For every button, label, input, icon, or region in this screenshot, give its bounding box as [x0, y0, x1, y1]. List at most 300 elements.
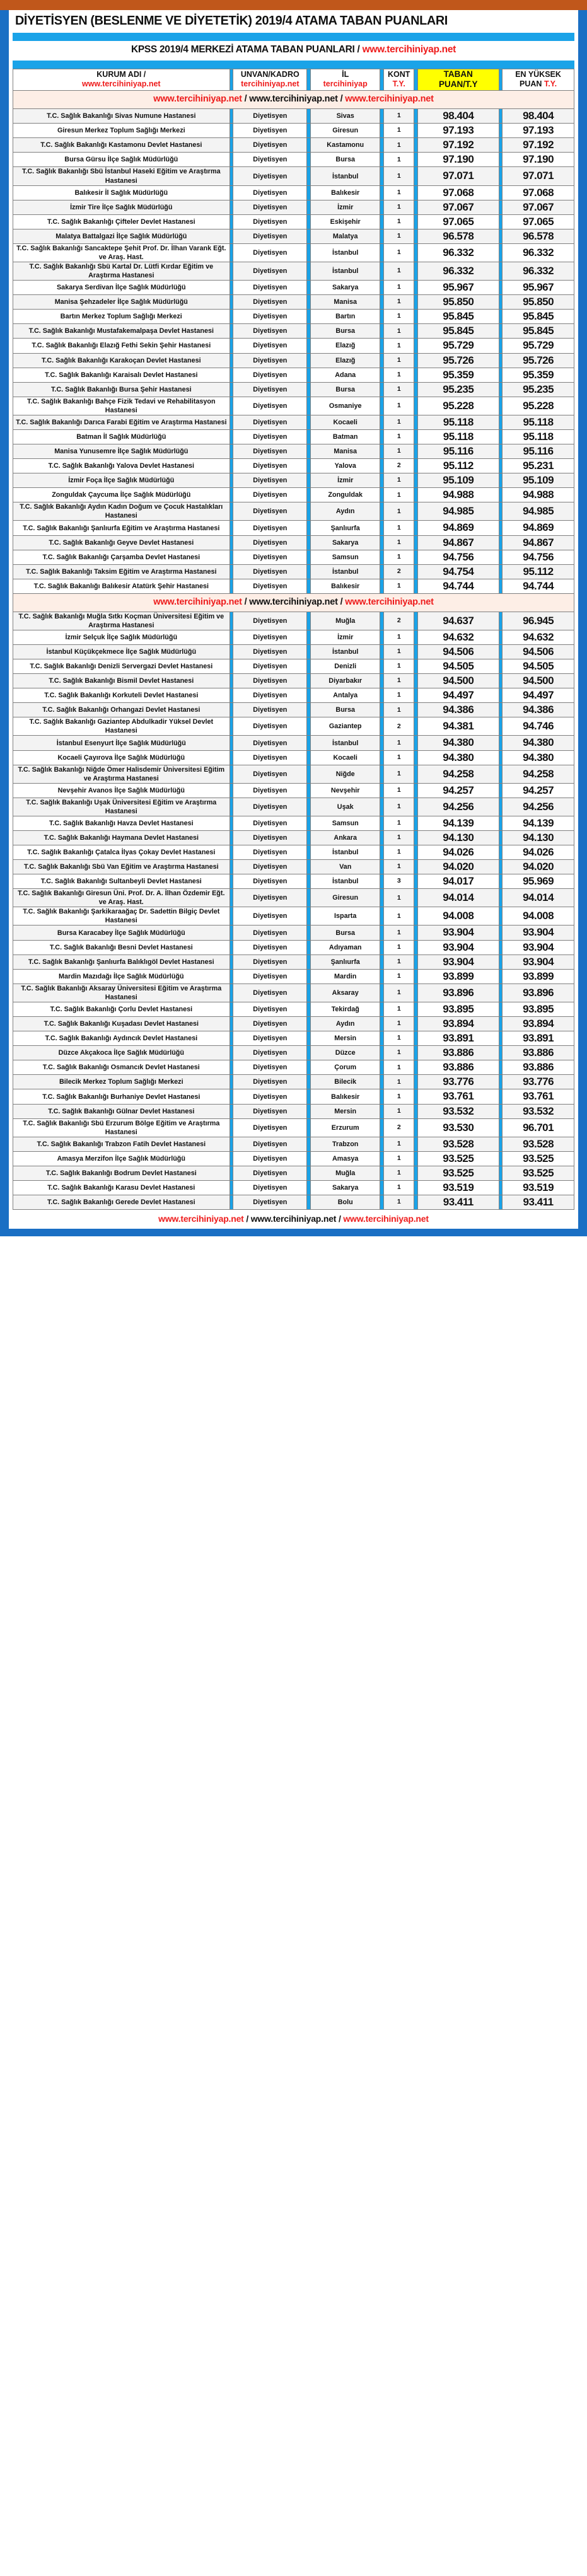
cell-taban-puan: 94.256	[418, 798, 499, 816]
cell-unvan-kadro: Diyetisyen	[233, 444, 307, 459]
table-row	[13, 1181, 574, 1195]
table-row	[13, 783, 574, 798]
cell-kontenjan: 1	[384, 644, 414, 659]
cell-il: Kocaeli	[311, 415, 380, 429]
cell-kurum-adi: T.C. Sağlık Bakanlığı Sancaktepe Şehit Prof. Dr. İlhan Varank Eğt. ve Araş. Hast.	[13, 243, 230, 262]
cell-kontenjan: 1	[384, 368, 414, 382]
table-row	[13, 750, 574, 765]
title-band	[13, 10, 574, 30]
cell-il: Şanlıurfa	[311, 521, 380, 535]
cell-unvan-kadro: Diyetisyen	[233, 339, 307, 353]
cell-taban-puan: 93.776	[418, 1075, 499, 1089]
cell-il: Erzurum	[311, 1118, 380, 1137]
cell-kontenjan: 1	[384, 324, 414, 339]
cell-unvan-kadro: Diyetisyen	[233, 1104, 307, 1118]
cell-taban-puan: 94.386	[418, 703, 499, 717]
cell-taban-puan: 94.985	[418, 502, 499, 521]
cell-taban-puan: 95.850	[418, 295, 499, 310]
cell-kontenjan: 2	[384, 564, 414, 579]
cell-en-yuksek-puan: 95.235	[503, 382, 574, 397]
right-blue-rail	[578, 10, 587, 1229]
cell-unvan-kadro: Diyetisyen	[233, 579, 307, 593]
cell-kurum-adi: T.C. Sağlık Bakanlığı Sbü İstanbul Haseki Eğitim ve Araştırma Hastanesi	[13, 167, 230, 185]
footer-link-2[interactable]: www.tercihiniyap.net	[250, 1214, 337, 1224]
cell-taban-puan: 94.505	[418, 659, 499, 674]
cell-taban-puan: 94.744	[418, 579, 499, 593]
cell-kontenjan: 1	[384, 109, 414, 124]
cell-taban-puan: 94.026	[418, 845, 499, 860]
cell-taban-puan: 95.726	[418, 353, 499, 368]
cell-kontenjan: 2	[384, 1118, 414, 1137]
cell-en-yuksek-puan: 95.109	[503, 473, 574, 488]
cell-en-yuksek-puan: 94.867	[503, 535, 574, 550]
cell-kontenjan: 1	[384, 262, 414, 280]
cell-en-yuksek-puan: 94.869	[503, 521, 574, 535]
cell-kurum-adi: T.C. Sağlık Bakanlığı Balıkesir Atatürk Şehir Hastanesi	[13, 579, 230, 593]
cell-en-yuksek-puan: 95.726	[503, 353, 574, 368]
cell-taban-puan: 94.988	[418, 488, 499, 502]
table-row	[13, 521, 574, 535]
promo-banner-row	[13, 91, 574, 109]
cell-taban-puan: 95.967	[418, 281, 499, 295]
cell-unvan-kadro: Diyetisyen	[233, 397, 307, 415]
cell-kurum-adi: T.C. Sağlık Bakanlığı Sbü Kartal Dr. Lütfi Kırdar Eğitim ve Araştırma Hastanesi	[13, 262, 230, 280]
cell-kurum-adi: T.C. Sağlık Bakanlığı Orhangazi Devlet Hastanesi	[13, 703, 230, 717]
cell-kurum-adi: T.C. Sağlık Bakanlığı Sbü Van Eğitim ve Araştırma Hastanesi	[13, 860, 230, 874]
cell-kontenjan: 1	[384, 243, 414, 262]
table-row	[13, 1046, 574, 1060]
cell-kontenjan: 1	[384, 845, 414, 860]
cell-en-yuksek-puan: 95.118	[503, 415, 574, 429]
cell-il: Çorum	[311, 1060, 380, 1075]
cell-unvan-kadro: Diyetisyen	[233, 550, 307, 564]
cell-il: Bolu	[311, 1195, 380, 1210]
table-row	[13, 153, 574, 167]
cell-en-yuksek-puan: 93.519	[503, 1181, 574, 1195]
top-orange-bar	[0, 0, 587, 10]
banner-link-3[interactable]: www.tercihiniyap.net	[345, 596, 434, 607]
table-row	[13, 1075, 574, 1089]
cell-unvan-kadro: Diyetisyen	[233, 736, 307, 750]
table-row	[13, 1017, 574, 1031]
cell-il: Tekirdağ	[311, 1002, 380, 1016]
cell-taban-puan: 95.359	[418, 368, 499, 382]
cell-en-yuksek-puan: 93.891	[503, 1031, 574, 1046]
cell-kurum-adi: İzmir Foça İlçe Sağlık Müdürlüğü	[13, 473, 230, 488]
page-root	[0, 0, 587, 1236]
cell-kurum-adi: Manisa Şehzadeler İlçe Sağlık Müdürlüğü	[13, 295, 230, 310]
cell-en-yuksek-puan: 93.528	[503, 1137, 574, 1151]
cell-taban-puan: 95.845	[418, 324, 499, 339]
cell-taban-puan: 94.381	[418, 717, 499, 736]
cell-il: Adana	[311, 368, 380, 382]
cell-kurum-adi: T.C. Sağlık Bakanlığı Muğla Sıtkı Koçman Üniversitesi Eğitim ve Araştırma Hastanesi	[13, 612, 230, 630]
cell-kurum-adi: Balıkesir İl Sağlık Müdürlüğü	[13, 185, 230, 200]
cell-kontenjan: 1	[384, 281, 414, 295]
cell-kontenjan: 1	[384, 550, 414, 564]
cell-kurum-adi: Bursa Karacabey İlçe Sağlık Müdürlüğü	[13, 925, 230, 940]
table-row	[13, 550, 574, 564]
cell-unvan-kadro: Diyetisyen	[233, 630, 307, 644]
cell-kontenjan: 1	[384, 415, 414, 429]
cell-en-yuksek-puan: 95.845	[503, 324, 574, 339]
col-header-unvan-link[interactable]: tercihiniyap.net	[241, 79, 299, 89]
cell-kontenjan: 1	[384, 185, 414, 200]
table-row	[13, 1166, 574, 1180]
cell-unvan-kadro: Diyetisyen	[233, 502, 307, 521]
cell-unvan-kadro: Diyetisyen	[233, 109, 307, 124]
cell-taban-puan: 95.116	[418, 444, 499, 459]
cell-kontenjan: 1	[384, 765, 414, 783]
cell-kontenjan: 1	[384, 521, 414, 535]
cell-kontenjan: 1	[384, 579, 414, 593]
table-row	[13, 429, 574, 444]
cell-unvan-kadro: Diyetisyen	[233, 1002, 307, 1016]
cell-il: İstanbul	[311, 874, 380, 889]
table-row	[13, 969, 574, 983]
cell-il: Giresun	[311, 889, 380, 907]
cell-unvan-kadro: Diyetisyen	[233, 798, 307, 816]
cell-il: Mersin	[311, 1031, 380, 1046]
cell-kurum-adi: T.C. Sağlık Bakanlığı Şanlıurfa Eğitim ve Araştırma Hastanesi	[13, 521, 230, 535]
footer-link-1[interactable]: www.tercihiniyap.net	[158, 1214, 244, 1224]
cell-unvan-kadro: Diyetisyen	[233, 295, 307, 310]
banner-link-2[interactable]: www.tercihiniyap.net	[249, 94, 338, 105]
table-row	[13, 488, 574, 502]
cell-en-yuksek-puan: 93.895	[503, 1002, 574, 1016]
cell-kontenjan: 1	[384, 889, 414, 907]
table-row	[13, 860, 574, 874]
table-row	[13, 1089, 574, 1104]
cell-unvan-kadro: Diyetisyen	[233, 845, 307, 860]
cell-il: İzmir	[311, 630, 380, 644]
promo-banner-cell	[13, 593, 574, 612]
cell-il: Van	[311, 860, 380, 874]
cell-unvan-kadro: Diyetisyen	[233, 1060, 307, 1075]
cell-taban-puan: 94.380	[418, 736, 499, 750]
cell-il: Isparta	[311, 907, 380, 925]
table-row	[13, 1002, 574, 1016]
cell-il: Düzce	[311, 1046, 380, 1060]
cell-il: İstanbul	[311, 736, 380, 750]
table-row	[13, 830, 574, 845]
table-row	[13, 874, 574, 889]
cell-kurum-adi: T.C. Sağlık Bakanlığı Havza Devlet Hastanesi	[13, 816, 230, 830]
cell-kontenjan: 1	[384, 502, 414, 521]
table-row	[13, 167, 574, 185]
cell-kurum-adi: T.C. Sağlık Bakanlığı Denizli Servergazi Devlet Hastanesi	[13, 659, 230, 674]
cell-il: İstanbul	[311, 167, 380, 185]
cell-en-yuksek-puan: 94.130	[503, 830, 574, 845]
scores-table	[13, 69, 574, 1210]
cell-unvan-kadro: Diyetisyen	[233, 674, 307, 688]
cell-kontenjan: 1	[384, 295, 414, 310]
cell-kontenjan: 1	[384, 200, 414, 214]
footer-sep-2: /	[336, 1214, 344, 1224]
cell-kontenjan: 1	[384, 954, 414, 969]
cell-kontenjan: 1	[384, 535, 414, 550]
banner-link-2[interactable]: www.tercihiniyap.net	[249, 596, 338, 607]
cell-kurum-adi: T.C. Sağlık Bakanlığı Gerede Devlet Hastanesi	[13, 1195, 230, 1210]
cell-taban-puan: 93.899	[418, 969, 499, 983]
cell-kurum-adi: T.C. Sağlık Bakanlığı Bodrum Devlet Hastanesi	[13, 1166, 230, 1180]
cell-taban-puan: 94.756	[418, 550, 499, 564]
cell-kurum-adi: T.C. Sağlık Bakanlığı Burhaniye Devlet Hastanesi	[13, 1089, 230, 1104]
cell-kontenjan: 1	[384, 138, 414, 153]
cell-kontenjan: 1	[384, 703, 414, 717]
table-row	[13, 397, 574, 415]
cell-unvan-kadro: Diyetisyen	[233, 185, 307, 200]
cell-en-yuksek-puan: 96.701	[503, 1118, 574, 1137]
cell-unvan-kadro: Diyetisyen	[233, 1137, 307, 1151]
cell-kurum-adi: İstanbul Esenyurt İlçe Sağlık Müdürlüğü	[13, 736, 230, 750]
banner-sep-2: /	[337, 94, 346, 105]
cell-unvan-kadro: Diyetisyen	[233, 750, 307, 765]
cell-kontenjan: 1	[384, 397, 414, 415]
cell-kurum-adi: T.C. Sağlık Bakanlığı Yalova Devlet Hastanesi	[13, 459, 230, 473]
cell-en-yuksek-puan: 98.404	[503, 109, 574, 124]
cell-il: Malatya	[311, 229, 380, 243]
table-row	[13, 229, 574, 243]
cell-en-yuksek-puan: 93.886	[503, 1060, 574, 1075]
cell-kontenjan: 1	[384, 860, 414, 874]
cell-taban-puan: 94.867	[418, 535, 499, 550]
cell-kontenjan: 1	[384, 907, 414, 925]
cell-il: Batman	[311, 429, 380, 444]
cell-en-yuksek-puan: 95.845	[503, 310, 574, 324]
cell-taban-puan: 93.904	[418, 925, 499, 940]
cell-il: Sakarya	[311, 281, 380, 295]
col-header-kont	[384, 69, 414, 91]
cell-unvan-kadro: Diyetisyen	[233, 1181, 307, 1195]
cell-unvan-kadro: Diyetisyen	[233, 659, 307, 674]
cell-taban-puan: 94.139	[418, 816, 499, 830]
cell-kurum-adi: Nevşehir Avanos İlçe Sağlık Müdürlüğü	[13, 783, 230, 798]
cell-taban-puan: 94.869	[418, 521, 499, 535]
table-row	[13, 310, 574, 324]
cell-taban-puan: 97.071	[418, 167, 499, 185]
banner-link-1[interactable]: www.tercihiniyap.net	[153, 94, 242, 105]
cell-il: Samsun	[311, 550, 380, 564]
cell-kurum-adi: T.C. Sağlık Bakanlığı Çarşamba Devlet Hastanesi	[13, 550, 230, 564]
left-blue-rail	[0, 10, 9, 1229]
cell-unvan-kadro: Diyetisyen	[233, 1031, 307, 1046]
cell-unvan-kadro: Diyetisyen	[233, 382, 307, 397]
table-row	[13, 138, 574, 153]
table-row	[13, 535, 574, 550]
cell-en-yuksek-puan: 97.067	[503, 200, 574, 214]
cell-taban-puan: 98.404	[418, 109, 499, 124]
cell-kurum-adi: T.C. Sağlık Bakanlığı Geyve Devlet Hastanesi	[13, 535, 230, 550]
table-row	[13, 1060, 574, 1075]
table-row	[13, 907, 574, 925]
table-row	[13, 1195, 574, 1210]
cell-taban-puan: 96.578	[418, 229, 499, 243]
banner-sep-2: /	[337, 596, 346, 607]
cell-il: Nevşehir	[311, 783, 380, 798]
col-header-kont-bottom: T.Y.	[392, 79, 405, 89]
cell-taban-puan: 93.528	[418, 1137, 499, 1151]
cell-taban-puan: 95.118	[418, 429, 499, 444]
cell-taban-puan: 95.109	[418, 473, 499, 488]
cell-kurum-adi: T.C. Sağlık Bakanlığı Giresun Üni. Prof. Dr. A. İlhan Özdemir Eğt. ve Araş. Hast.	[13, 889, 230, 907]
table-row	[13, 765, 574, 783]
cell-en-yuksek-puan: 93.904	[503, 940, 574, 954]
cell-taban-puan: 93.525	[418, 1166, 499, 1180]
cell-en-yuksek-puan: 94.014	[503, 889, 574, 907]
cell-unvan-kadro: Diyetisyen	[233, 324, 307, 339]
cell-en-yuksek-puan: 97.071	[503, 167, 574, 185]
cell-en-yuksek-puan: 94.988	[503, 488, 574, 502]
cell-il: Muğla	[311, 612, 380, 630]
cell-il: İstanbul	[311, 644, 380, 659]
cell-kontenjan: 1	[384, 736, 414, 750]
cell-kurum-adi: T.C. Sağlık Bakanlığı Bahçe Fizik Tedavi ve Rehabilitasyon Hastanesi	[13, 397, 230, 415]
cell-unvan-kadro: Diyetisyen	[233, 612, 307, 630]
cell-taban-puan: 97.067	[418, 200, 499, 214]
col-header-kurum-top: KURUM ADI /	[96, 69, 146, 79]
cell-unvan-kadro: Diyetisyen	[233, 564, 307, 579]
cell-il: Elazığ	[311, 353, 380, 368]
cell-kurum-adi: T.C. Sağlık Bakanlığı Bursa Şehir Hastanesi	[13, 382, 230, 397]
cell-kontenjan: 1	[384, 798, 414, 816]
subtitle-link[interactable]: www.tercihiniyap.net	[362, 44, 456, 55]
cell-il: Manisa	[311, 295, 380, 310]
col-header-il-top: İL	[342, 69, 349, 79]
banner-link-3[interactable]: www.tercihiniyap.net	[345, 94, 434, 105]
table-row	[13, 324, 574, 339]
cell-kurum-adi: T.C. Sağlık Bakanlığı Mustafakemalpaşa Devlet Hastanesi	[13, 324, 230, 339]
cell-il: Ankara	[311, 830, 380, 845]
table-row	[13, 1151, 574, 1166]
cell-en-yuksek-puan: 95.969	[503, 874, 574, 889]
cyan-divider-top	[13, 33, 574, 41]
banner-link-1[interactable]: www.tercihiniyap.net	[153, 596, 242, 607]
cell-kontenjan: 1	[384, 1089, 414, 1104]
cell-kontenjan: 1	[384, 339, 414, 353]
cell-unvan-kadro: Diyetisyen	[233, 1166, 307, 1180]
cell-kontenjan: 1	[384, 659, 414, 674]
table-row	[13, 845, 574, 860]
cell-kurum-adi: T.C. Sağlık Bakanlığı Gülnar Devlet Hastanesi	[13, 1104, 230, 1118]
cell-il: Aydın	[311, 502, 380, 521]
cell-unvan-kadro: Diyetisyen	[233, 124, 307, 138]
cell-kontenjan: 1	[384, 816, 414, 830]
cell-taban-puan: 97.068	[418, 185, 499, 200]
cell-taban-puan: 93.530	[418, 1118, 499, 1137]
table-row	[13, 214, 574, 229]
cell-kontenjan: 1	[384, 167, 414, 185]
cell-kontenjan: 2	[384, 717, 414, 736]
table-row	[13, 1031, 574, 1046]
cell-en-yuksek-puan: 93.411	[503, 1195, 574, 1210]
cell-en-yuksek-puan: 93.525	[503, 1151, 574, 1166]
cell-kurum-adi: T.C. Sağlık Bakanlığı Aksaray Üniversitesi Eğitim ve Araştırma Hastanesi	[13, 983, 230, 1002]
cell-unvan-kadro: Diyetisyen	[233, 703, 307, 717]
table-header	[13, 69, 574, 91]
cell-unvan-kadro: Diyetisyen	[233, 1075, 307, 1089]
table-row	[13, 703, 574, 717]
col-header-enyuksek-bottom	[520, 79, 557, 88]
cell-en-yuksek-puan: 93.896	[503, 983, 574, 1002]
cell-kontenjan: 1	[384, 750, 414, 765]
cell-unvan-kadro: Diyetisyen	[233, 281, 307, 295]
cell-il: Eskişehir	[311, 214, 380, 229]
cell-il: Mersin	[311, 1104, 380, 1118]
cell-kontenjan: 1	[384, 1166, 414, 1180]
cell-il: Bursa	[311, 703, 380, 717]
col-header-enyuksek-top: EN YÜKSEK	[515, 69, 561, 79]
cell-kontenjan: 1	[384, 1031, 414, 1046]
cell-kontenjan: 1	[384, 674, 414, 688]
table-row	[13, 816, 574, 830]
cell-unvan-kadro: Diyetisyen	[233, 353, 307, 368]
subtitle-text: KPSS 2019/4 MERKEZİ ATAMA TABAN PUANLARI /	[131, 44, 363, 55]
cell-kurum-adi: T.C. Sağlık Bakanlığı Çatalca İlyas Çokay Devlet Hastanesi	[13, 845, 230, 860]
cell-kurum-adi: T.C. Sağlık Bakanlığı Osmancık Devlet Hastanesi	[13, 1060, 230, 1075]
cell-il: Bursa	[311, 382, 380, 397]
cell-kontenjan: 1	[384, 783, 414, 798]
table-row	[13, 925, 574, 940]
col-header-taban-bottom: PUAN/T.Y	[439, 79, 478, 90]
cell-en-yuksek-puan: 93.894	[503, 1017, 574, 1031]
cell-kurum-adi: T.C. Sağlık Bakanlığı Haymana Devlet Hastanesi	[13, 830, 230, 845]
cell-unvan-kadro: Diyetisyen	[233, 954, 307, 969]
cell-taban-puan: 94.500	[418, 674, 499, 688]
cell-kurum-adi: T.C. Sağlık Bakanlığı Kuşadası Devlet Hastanesi	[13, 1017, 230, 1031]
cell-taban-puan: 95.118	[418, 415, 499, 429]
table-row	[13, 798, 574, 816]
cell-il: Sakarya	[311, 1181, 380, 1195]
cell-taban-puan: 94.020	[418, 860, 499, 874]
col-header-il-link[interactable]: tercihiniyap	[323, 79, 368, 89]
col-header-enyuksek-puan: PUAN	[520, 79, 544, 89]
cell-en-yuksek-puan: 93.904	[503, 925, 574, 940]
cell-en-yuksek-puan: 95.112	[503, 564, 574, 579]
cell-il: İstanbul	[311, 845, 380, 860]
cell-kurum-adi: T.C. Sağlık Bakanlığı Aydıncık Devlet Hastanesi	[13, 1031, 230, 1046]
cell-en-yuksek-puan: 94.744	[503, 579, 574, 593]
cell-en-yuksek-puan: 94.500	[503, 674, 574, 688]
col-header-kurum-link[interactable]: www.tercihiniyap.net	[82, 79, 161, 89]
cell-kurum-adi: T.C. Sağlık Bakanlığı Karasu Devlet Hastanesi	[13, 1181, 230, 1195]
cell-taban-puan: 94.380	[418, 750, 499, 765]
cell-unvan-kadro: Diyetisyen	[233, 874, 307, 889]
cell-kontenjan: 1	[384, 488, 414, 502]
cell-il: Yalova	[311, 459, 380, 473]
table-body	[13, 91, 574, 1210]
cell-kontenjan: 1	[384, 229, 414, 243]
cell-kurum-adi: T.C. Sağlık Bakanlığı Karaisalı Devlet Hastanesi	[13, 368, 230, 382]
footer-link-3[interactable]: www.tercihiniyap.net	[343, 1214, 429, 1224]
cell-kontenjan: 1	[384, 444, 414, 459]
table-row	[13, 954, 574, 969]
table-row	[13, 459, 574, 473]
cell-unvan-kadro: Diyetisyen	[233, 488, 307, 502]
cell-kontenjan: 1	[384, 124, 414, 138]
cell-taban-puan: 96.332	[418, 262, 499, 280]
col-header-enyuksek-ty: T.Y.	[543, 79, 557, 89]
table-row	[13, 368, 574, 382]
cell-en-yuksek-puan: 94.497	[503, 688, 574, 703]
cell-taban-puan: 94.014	[418, 889, 499, 907]
cell-taban-puan: 94.257	[418, 783, 499, 798]
cell-en-yuksek-puan: 94.506	[503, 644, 574, 659]
cell-en-yuksek-puan: 97.068	[503, 185, 574, 200]
cell-kurum-adi: Düzce Akçakoca İlçe Sağlık Müdürlüğü	[13, 1046, 230, 1060]
cell-kontenjan: 1	[384, 1104, 414, 1118]
cell-kontenjan: 1	[384, 1017, 414, 1031]
